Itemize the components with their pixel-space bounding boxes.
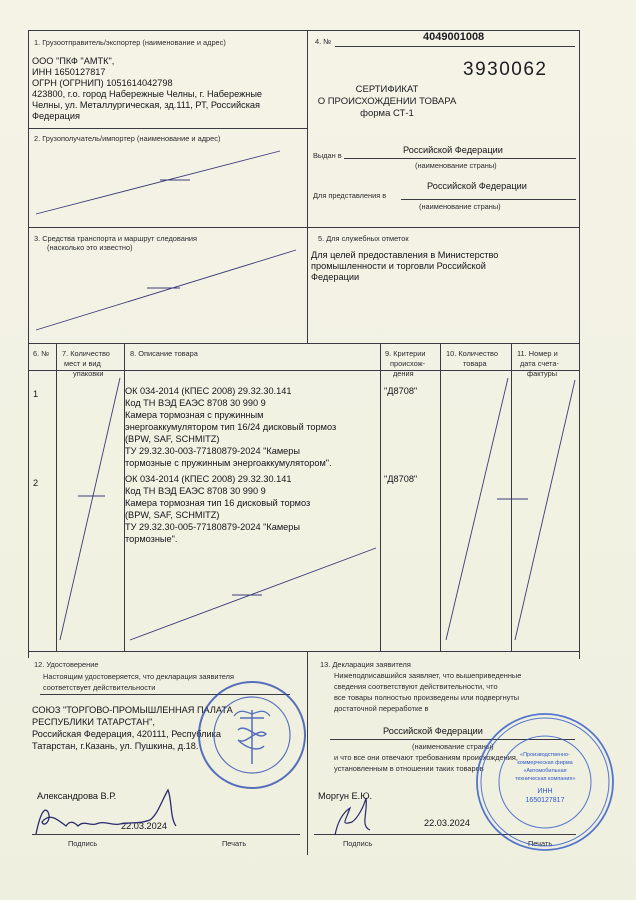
row-number: 2: [33, 478, 39, 488]
box13-text: все товары полностью произведены или подвергнуты: [334, 693, 520, 702]
applicant-date: 22.03.2024: [424, 818, 470, 828]
declared-country: Российской Федерации: [383, 726, 483, 736]
col-header-7: 7. Количество: [62, 349, 110, 358]
col-header-11: фактуры: [527, 369, 558, 378]
sign-caption: Подпись: [68, 839, 98, 848]
col-header-9: 9. Критерии: [385, 349, 426, 358]
goods-desc-line: ТУ 29.32.30-005-77180879-2024 "Камеры: [125, 522, 301, 532]
goods-desc-line: Код ТН ВЭД ЕАЭС 8708 30 990 9: [125, 486, 266, 496]
strikeout-box3: [36, 250, 296, 330]
box13-label: 13. Декларация заявителя: [320, 660, 411, 669]
box2-label: 2. Грузополучатель/импортер (наименование и адрес): [34, 134, 221, 143]
company-stamp-text: 1650127817: [525, 797, 565, 804]
box13-text2: установленным в отношении таких товаров: [334, 764, 484, 773]
company-stamp-text: «Автомобильная: [523, 768, 567, 774]
origin-criterion: "Д8708": [384, 474, 418, 484]
shipper-line: ООО "ПКФ "АМТК",: [32, 56, 115, 66]
col-header-6: 6. №: [33, 349, 50, 358]
box13-text: Нижеподписавшийся заявляет, что вышеприведенные: [334, 671, 522, 680]
seal-caption: Печать: [528, 839, 553, 848]
box4-label: 4. №: [315, 37, 332, 46]
chamber-stamp: [199, 682, 305, 788]
certificate-number: 3930062: [463, 59, 548, 80]
chamber-org-line: РЕСПУБЛИКИ ТАТАРСТАН",: [32, 717, 155, 727]
signature-left: [36, 790, 176, 834]
goods-desc-line: ОК 034-2014 (КПЕС 2008) 29.32.30.141: [125, 474, 292, 484]
cert-form: форма СТ-1: [360, 108, 414, 119]
col-header-11: дата счета-: [520, 359, 559, 368]
col-header-8: 8. Описание товара: [130, 349, 198, 358]
col-header-7: упаковки: [73, 369, 104, 378]
box12-text: соответствует действительности: [43, 683, 156, 692]
col-header-10: товара: [463, 359, 487, 368]
box1-label: 1. Грузоотправитель/экспортер (наименование и адрес): [34, 38, 226, 47]
declared-country-hint: (наименование страны): [412, 742, 494, 751]
cert-subtitle: О ПРОИСХОЖДЕНИИ ТОВАРА: [317, 96, 457, 107]
box5-label: 5. Для служебных отметок: [318, 234, 409, 243]
serial-number: 4049001008: [423, 31, 485, 43]
col-header-10: 10. Количество: [446, 349, 499, 358]
chamber-org-line: СОЮЗ "ТОРГОВО-ПРОМЫШЛЕННАЯ ПАЛАТА: [32, 705, 233, 715]
origin-criterion: "Д8708": [384, 386, 418, 396]
goods-desc-line: (BPW, SAF, SCHMITZ): [125, 434, 220, 444]
shipper-line: 423800, г.о. город Набережные Челны, г. Набережные: [32, 89, 263, 99]
strikeout-box2: [36, 151, 280, 214]
box5-line: Для целей предоставления в Министерство: [311, 250, 499, 260]
goods-desc-line: ТУ 29.32.30-003-77180879-2024 "Камеры: [125, 446, 301, 456]
strikeout-col10: [446, 378, 508, 640]
col-header-11: 11. Номер и: [517, 349, 558, 358]
box5-line: Федерации: [311, 272, 360, 282]
strikeout-col7: [60, 378, 120, 640]
box3-label: 3. Средства транспорта и маршрут следования: [34, 234, 198, 243]
cert-title: СЕРТИФИКАТ: [355, 84, 419, 95]
chamber-org-line: Татарстан, г.Казань, ул. Пушкина, д.18.: [32, 741, 199, 751]
shipper-line: Челны, ул. Металлургическая, зд.111, РТ, Российская: [32, 100, 260, 110]
box12-label: 12. Удостоверение: [34, 660, 99, 669]
goods-desc-line: Камера тормозная тип 16 дисковый тормоз: [125, 498, 311, 508]
company-stamp-text: техническая компания»: [515, 776, 576, 782]
box13-text2: и что все они отвечают требованиям происхождения,: [334, 753, 518, 762]
presentation-country-hint: (наименование страны): [419, 202, 501, 211]
box13-text: сведения соответствуют действительности, что: [334, 682, 498, 691]
sign-caption: Подпись: [343, 839, 373, 848]
signature-right: [335, 798, 370, 835]
goods-desc-line: Код ТН ВЭД ЕАЭС 8708 30 990 9: [125, 398, 266, 408]
box12-text: Настоящим удостоверяется, что декларация заявителя: [43, 672, 234, 681]
goods-desc-line: ОК 034-2014 (КПЕС 2008) 29.32.30.141: [125, 386, 292, 396]
company-stamp-text: «Производственно-: [520, 752, 570, 758]
col-header-7: мест и вид: [64, 359, 101, 368]
issued-country-hint: (наименование страны): [415, 161, 497, 170]
col-header-9: происхож-: [390, 359, 426, 368]
presentation-country: Российской Федерации: [427, 181, 527, 191]
applicant-signer: Моргун Е.Ю.: [318, 791, 373, 801]
strikeout-col11: [515, 380, 575, 640]
shipper-line: ИНН 1650127817: [32, 67, 106, 77]
col-header-9: дения: [393, 369, 414, 378]
box5-line: промышленности и торговли Российской: [311, 261, 486, 271]
row-number: 1: [33, 389, 39, 399]
issued-label: Выдан в: [313, 151, 342, 160]
presentation-label: Для представления в: [313, 191, 387, 200]
company-stamp-text: коммерческая фирма: [517, 760, 573, 766]
goods-desc-line: энергоаккумулятором тип 16/24 дисковый тормоз: [125, 422, 337, 432]
goods-desc-line: тормозные с пружинным энергоаккумулятором".: [125, 458, 332, 468]
goods-desc-line: Камера тормозная с пружинным: [125, 410, 264, 420]
box13-text: достаточной переработке в: [334, 704, 429, 713]
company-stamp-text: ИНН: [537, 788, 553, 795]
shipper-line: ОГРН (ОГРНИП) 1051614042798: [32, 78, 173, 88]
chamber-signer: Александрова В.Р.: [37, 791, 117, 801]
seal-caption: Печать: [222, 839, 247, 848]
goods-desc-line: тормозные".: [125, 534, 178, 544]
shipper-line: Федерация: [32, 111, 80, 121]
goods-desc-line: (BPW, SAF, SCHMITZ): [125, 510, 220, 520]
chamber-org-line: Российская Федерация, 420111, Республика: [32, 729, 221, 739]
chamber-date: 22.03.2024: [121, 821, 167, 831]
strikeout-col8: [130, 548, 376, 640]
issued-country: Российской Федерации: [403, 145, 503, 155]
box3-note: (насколько это известно): [47, 243, 133, 252]
